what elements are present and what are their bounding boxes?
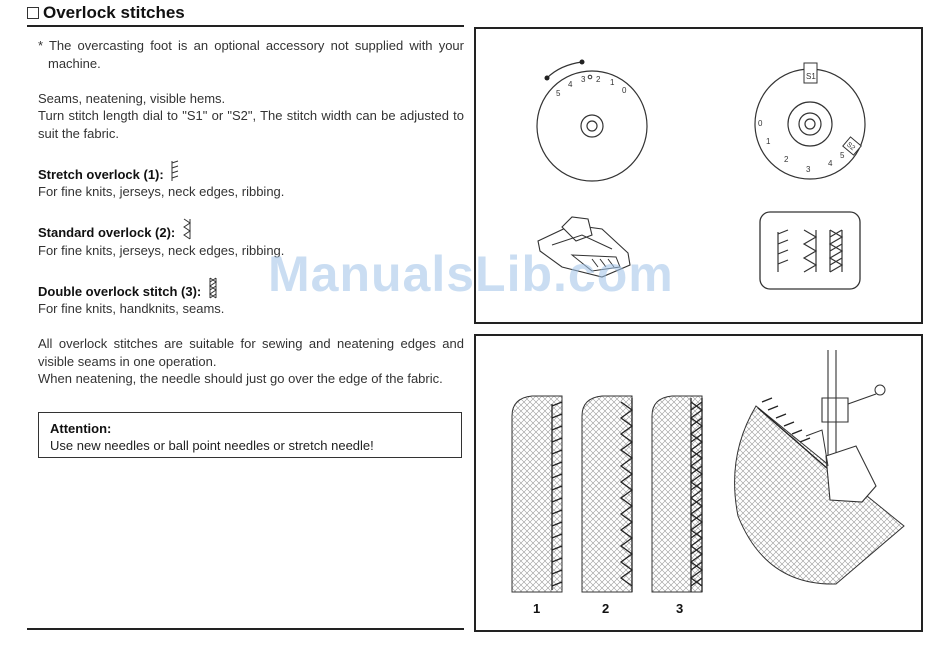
dial-number: 5	[840, 151, 845, 160]
stretch-overlock-heading: Stretch overlock (1):	[38, 160, 464, 184]
dial-number: 3	[806, 165, 811, 174]
stitch-length-dial-illustration	[530, 55, 660, 185]
bottom-rule	[27, 628, 464, 630]
standard-stitch-icon	[182, 218, 192, 240]
body-paragraph-2: When neatening, the needle should just go over the edge of the fabric.	[38, 371, 443, 386]
standard-overlock-desc: For fine knits, jerseys, neck edges, ribbing.	[38, 242, 285, 258]
s2-label: S2	[844, 141, 857, 153]
double-overlock-heading: Double overlock stitch (3):	[38, 277, 464, 301]
dial-number: 5	[556, 89, 561, 98]
fabric-sample-2	[582, 396, 632, 592]
stretch-overlock-desc: For fine knits, jerseys, neck edges, ribbing.	[38, 184, 285, 199]
dial-number: 4	[568, 80, 573, 89]
s1-label: S1	[806, 72, 816, 81]
page-title	[27, 3, 185, 23]
footnote: * The overcasting foot is an optional accessory not supplied with your machine.	[38, 38, 464, 71]
standard-overlock-heading: Standard overlock (2):	[38, 218, 464, 242]
attention-text: Use new needles or ball point needles or stretch needle!	[50, 438, 374, 453]
dial-number: 1	[610, 78, 615, 87]
intro-line-2: Turn stitch length dial to "S1" or "S2", The stitch width can be adjusted to suit the fabric.	[38, 108, 464, 141]
fabric-sample-3	[652, 396, 702, 592]
dial-number: 0	[622, 86, 627, 95]
checkbox-icon	[27, 7, 39, 19]
stretch-stitch-icon	[170, 160, 180, 182]
instructions-column	[38, 37, 464, 388]
fabric-sample-1	[512, 396, 562, 592]
fabric-label-1: 1	[533, 601, 541, 616]
fabric-label-3: 3	[676, 601, 684, 616]
attention-box	[38, 412, 462, 458]
fabric-under-foot	[735, 406, 904, 584]
dial-number: 4	[828, 159, 833, 168]
dial-number: 2	[596, 75, 601, 84]
dial-number: 1	[766, 137, 771, 146]
fabric-samples-illustration	[476, 336, 921, 630]
needle-bar	[822, 350, 848, 456]
dial-number: 2	[784, 155, 789, 164]
double-stitch-icon	[208, 277, 218, 299]
stitch-width-dial-illustration	[748, 58, 878, 188]
title-text: Overlock stitches	[43, 3, 185, 22]
double-overlock-desc: For fine knits, handknits, seams.	[38, 301, 225, 316]
fabric-label-2: 2	[602, 601, 610, 616]
dial-number: 0	[758, 119, 763, 128]
title-rule	[27, 25, 464, 27]
attention-heading: Attention:	[50, 421, 112, 436]
stitch-selector-window-illustration	[758, 210, 863, 292]
presser-foot	[826, 446, 876, 502]
intro-line-1: Seams, neatening, visible hems.	[38, 90, 226, 106]
watermark: ManualsLib.com	[268, 246, 674, 302]
body-paragraph-1: All overlock stitches are suitable for sewing and neatening edges and visible seams in one operation.	[38, 336, 464, 369]
dial-number: 3	[581, 75, 586, 84]
